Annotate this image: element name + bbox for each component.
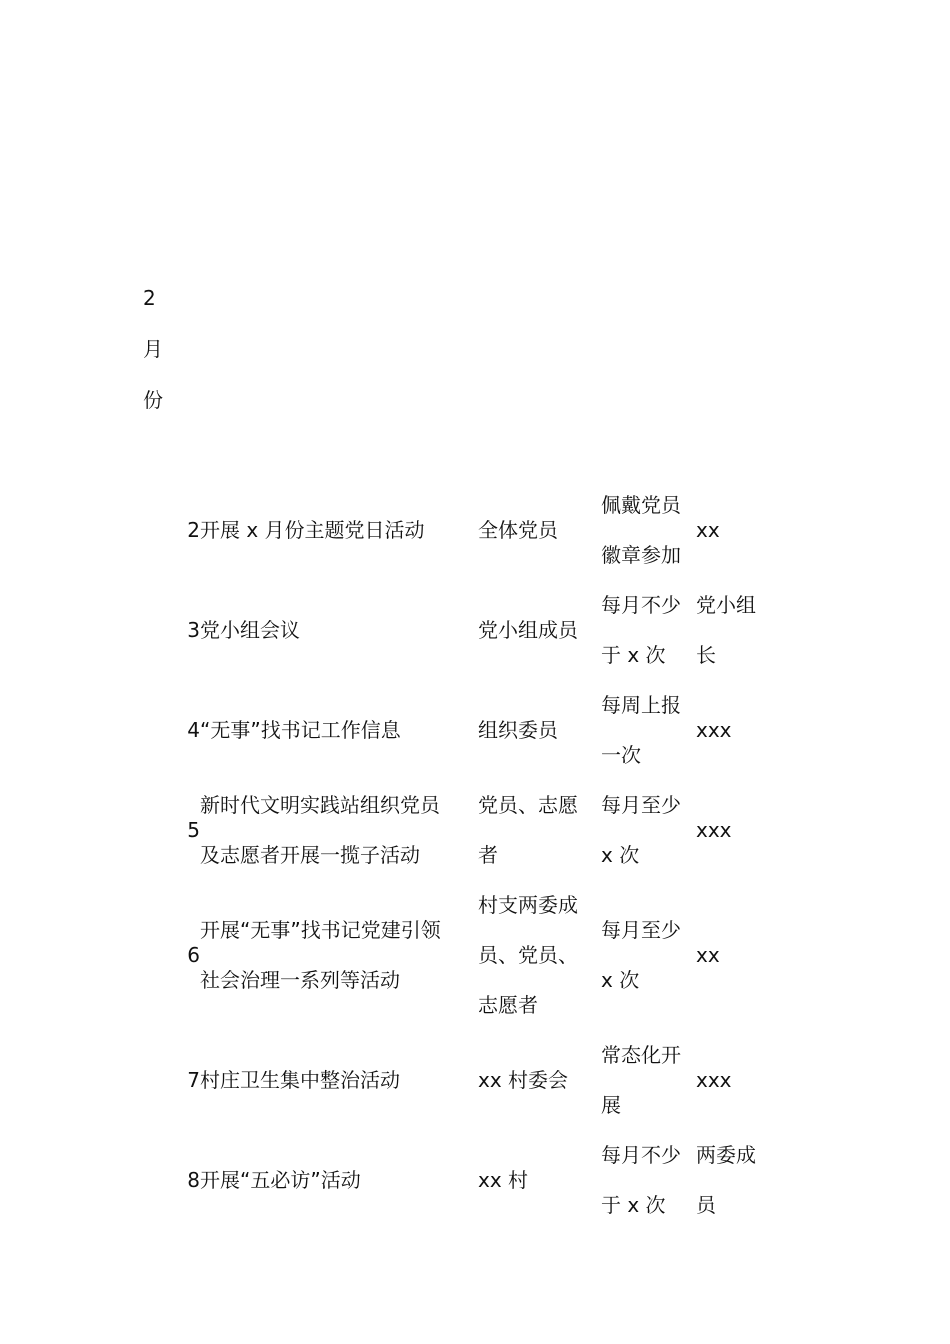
month-label	[143, 285, 173, 438]
responsible-person: xx	[696, 943, 720, 967]
responsible-person: 两委成 员	[696, 1143, 756, 1217]
activity-content: 党小组会议	[200, 618, 300, 642]
frequency: 每月不少 于 x 次	[601, 593, 681, 667]
row-number: 2	[187, 518, 200, 542]
row-number: 5	[187, 818, 200, 842]
table-row	[170, 480, 776, 580]
responsible-person: xxx	[696, 818, 732, 842]
table-row	[170, 680, 776, 780]
frequency: 每月不少 于 x 次	[601, 1143, 681, 1217]
activity-content: 开展“无事”找书记党建引领 社会治理一系列等活动	[200, 918, 441, 992]
row-number: 4	[187, 718, 200, 742]
row-number: 7	[187, 1068, 200, 1092]
responsible-person: xxx	[696, 718, 732, 742]
frequency: 每周上报 一次	[601, 693, 681, 767]
activity-content: 开展 x 月份主题党日活动	[200, 518, 425, 542]
table-row	[170, 580, 776, 680]
responsible-person: xx	[696, 518, 720, 542]
activity-plan-table	[170, 480, 776, 1230]
activity-content: 新时代文明实践站组织党员 及志愿者开展一揽子活动	[200, 793, 440, 867]
participants: 党员、志愿 者	[478, 793, 578, 867]
table-row	[170, 1130, 776, 1230]
activity-content: 开展“五必访”活动	[200, 1168, 361, 1192]
frequency: 常态化开 展	[601, 1043, 681, 1117]
participants: 村支两委成 员、党员、 志愿者	[478, 893, 578, 1017]
activity-content: “无事”找书记工作信息	[200, 718, 401, 742]
month-label-char: 月	[143, 337, 163, 361]
frequency: 佩戴党员 徽章参加	[601, 493, 681, 567]
month-label-char: 份	[143, 388, 163, 412]
table-row	[170, 780, 776, 880]
responsible-person: 党小组 长	[696, 593, 756, 667]
participants: 党小组成员	[478, 618, 578, 642]
row-number: 3	[187, 618, 200, 642]
participants: 全体党员	[478, 518, 558, 542]
responsible-person: xxx	[696, 1068, 732, 1092]
activity-content: 村庄卫生集中整治活动	[200, 1068, 400, 1092]
participants: xx 村	[478, 1168, 529, 1192]
table-row	[170, 880, 776, 1030]
participants: xx 村委会	[478, 1068, 569, 1092]
month-label-char: 2	[143, 286, 156, 310]
frequency: 每月至少 x 次	[601, 793, 681, 867]
participants: 组织委员	[478, 718, 558, 742]
row-number: 8	[187, 1168, 200, 1192]
frequency: 每月至少 x 次	[601, 918, 681, 992]
row-number: 6	[187, 943, 200, 967]
table-row	[170, 1030, 776, 1130]
